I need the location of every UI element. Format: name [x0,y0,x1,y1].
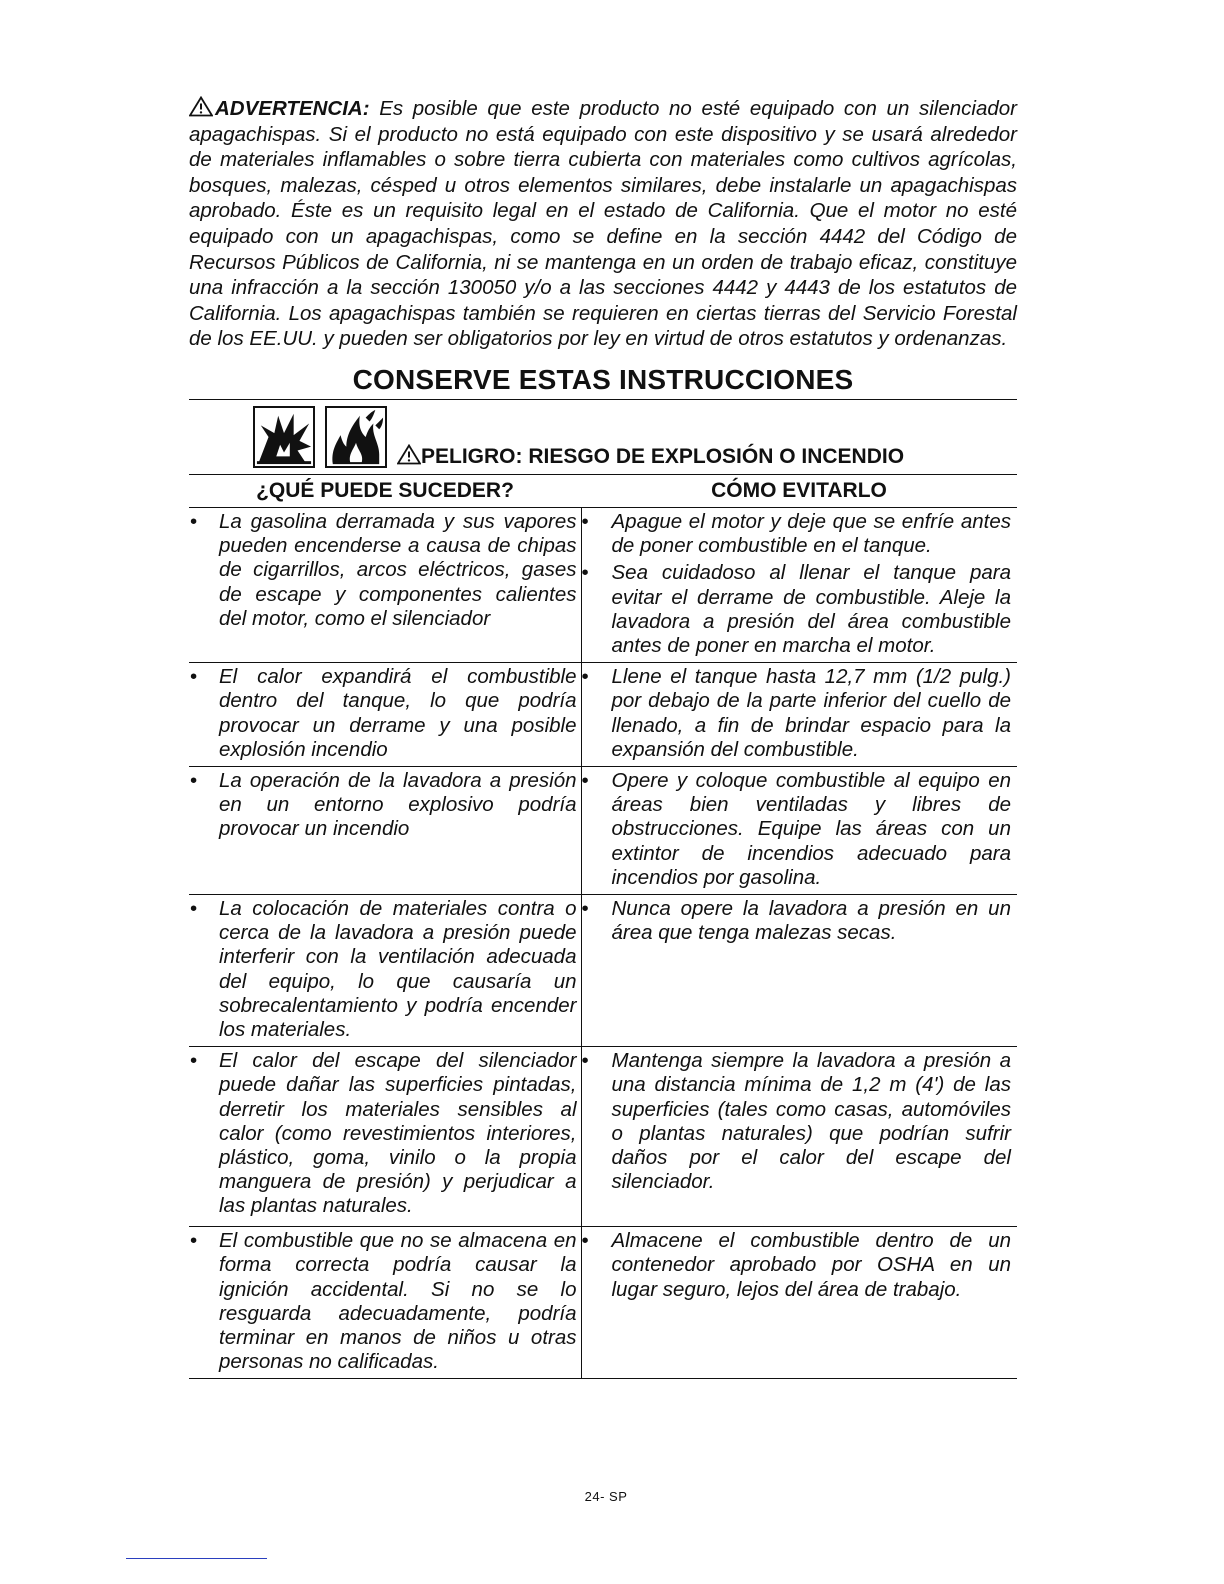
list-item [189,769,577,842]
hazard-cell [189,766,581,894]
bullet: • [581,896,589,920]
list-item [582,510,1018,558]
item-text: Llene el tanque hasta 12,7 mm (1/2 pulg.) por debajo de la parte inferior del cuello de llenado, a fin de brindar espacio para la expansión del combustible. [611,665,1011,761]
bullet: • [581,1229,589,1253]
list-item [582,1049,1018,1194]
item-text: El calor expandirá el combustible dentro del tanque, lo que podría provocar un derrame y una posible explosión incendio [219,665,577,761]
danger-title-text: PELIGRO: RIESGO DE EXPLOSIÓN O INCENDIO [421,444,905,468]
bullet: • [190,665,198,689]
item-text: La operación de la lavadora a presión en un entorno explosivo podría provocar un incendio [219,768,577,841]
item-text: Almacene el combustible dentro de un contenedor aprobado por OSHA en un lugar seguro, lejos del área de trabajo. [611,1229,1011,1301]
list-item [582,897,1018,945]
table-row [189,663,1017,767]
hazard-table-body [189,507,1017,1378]
item-text: Apague el motor y deje que se enfríe antes de poner combustible en el tanque. [611,509,1011,558]
bullet: • [190,1229,198,1253]
hazard-cell [189,663,581,767]
item-text: La colocación de materiales contra o cerca de la lavadora a presión puede interferir con la ventilación adecuada del equipo, lo que causaría un sobrecalentamiento y podría encender los materiales. [219,896,577,1041]
bullet: • [581,665,589,689]
fire-icon [325,406,387,468]
page-number: 24- SP [584,1489,628,1504]
explosion-icon [253,406,315,468]
bullet: • [190,768,198,792]
hazard-cell [189,894,581,1046]
hazard-cell [189,1047,581,1227]
list-item [582,769,1018,890]
item-text: Sea cuidadoso al llenar el tanque para evitar el derrame de combustible. Aleje la lavadora a presión del área combustible antes de poner en marcha el motor. [611,561,1011,657]
page-title: CONSERVE ESTAS INSTRUCCIONES [189,364,1017,400]
warning-lead: ADVERTENCIA: [215,97,370,120]
column-header-how: CÓMO EVITARLO [581,474,1017,507]
column-header-what: ¿QUÉ PUEDE SUCEDER? [189,474,581,507]
item-text: Opere y coloque combustible al equipo en áreas bien ventiladas y libres de obstrucciones. Equipe las áreas con un extintor de incendios adecuado para incendios por gasolina. [611,768,1011,889]
list-item [582,561,1018,658]
manual-page [189,96,1017,1379]
bullet: • [581,509,589,533]
bullet: • [190,896,198,920]
table-row [189,1227,1017,1379]
bullet: • [581,561,589,585]
list-item [189,897,577,1042]
table-row [189,894,1017,1046]
hazard-table-header [189,474,1017,507]
bullet: • [190,1049,198,1073]
list-item [189,1049,577,1218]
warning-triangle-icon [189,96,213,117]
item-text: La gasolina derramada y sus vapores pueden encenderse a causa de chipas de cigarrillos, arcos eléctricos, gases de escape y componentes calientes del motor, como el silenciador [219,509,577,630]
warning-body: Es posible que este producto no esté equipado con un silenciador apagachispas. Si el producto no está equipado con este dispositivo y se usará alrededor de materiales inflamables o sobre tierra cubierta con materiales como cultivos agrícolas, bosques, malezas, césped u otros elementos similares, debe instalarle un apagachispas aprobado. Éste es un requisito legal en el estado de California. Que el motor no esté equipado con un apagachispas, como se define en la sección 4442 del Código de Recursos Públicos de California, ni se mantenga en un orden de trabajo eficaz, constituye una infracción a la sección 130050 y/o a las secciones 4442 y 4443 de los estatutos de California. Los apagachispas también se requieren en ciertas tierras del Servicio Forestal de los EE.UU. y pueden ser obligatorios por ley en virtud de otros estatutos y ordenanzas. [189,97,1017,351]
table-row [189,1047,1017,1227]
prevention-cell [581,507,1017,662]
list-item [582,665,1018,762]
danger-title [397,444,904,470]
list-item [189,510,577,631]
bullet: • [190,509,198,533]
list-item [189,1229,577,1374]
prevention-cell [581,1227,1017,1379]
prevention-cell [581,1047,1017,1227]
item-text: Mantenga siempre la lavadora a presión a una distancia mínima de 1,2 m (4') de las superficies (tales como casas, automóviles o plantas naturales) que podrían sufrir daños por el calor del escape del silenciador. [611,1049,1011,1194]
hazard-table [189,474,1017,1379]
table-row [189,766,1017,894]
hazard-cell [189,507,581,662]
prevention-cell [581,894,1017,1046]
list-item [582,1229,1018,1302]
prevention-cell [581,663,1017,767]
hazard-cell [189,1227,581,1379]
footer-rule [126,1558,267,1559]
spark-arrestor-warning [189,96,1017,352]
warning-triangle-icon [397,444,421,465]
bullet: • [581,768,589,792]
item-text: El combustible que no se almacena en forma correcta podría causar la ignición accidental. Si no se lo resguarda adecuadamente, podría terminar en manos de niños u otras personas no calificadas. [219,1229,577,1374]
item-text: El calor del escape del silenciador puede dañar las superficies pintadas, derretir los materiales sensibles al calor (como revestimientos interiores, plástico, goma, vinilo o la propia manguera de presión) y perjudicar a las plantas naturales. [219,1049,577,1218]
bullet: • [581,1049,589,1073]
list-item [189,665,577,762]
table-row [189,507,1017,662]
danger-header [189,400,1017,474]
item-text: Nunca opere la lavadora a presión en un área que tenga malezas secas. [611,896,1011,945]
prevention-cell [581,766,1017,894]
